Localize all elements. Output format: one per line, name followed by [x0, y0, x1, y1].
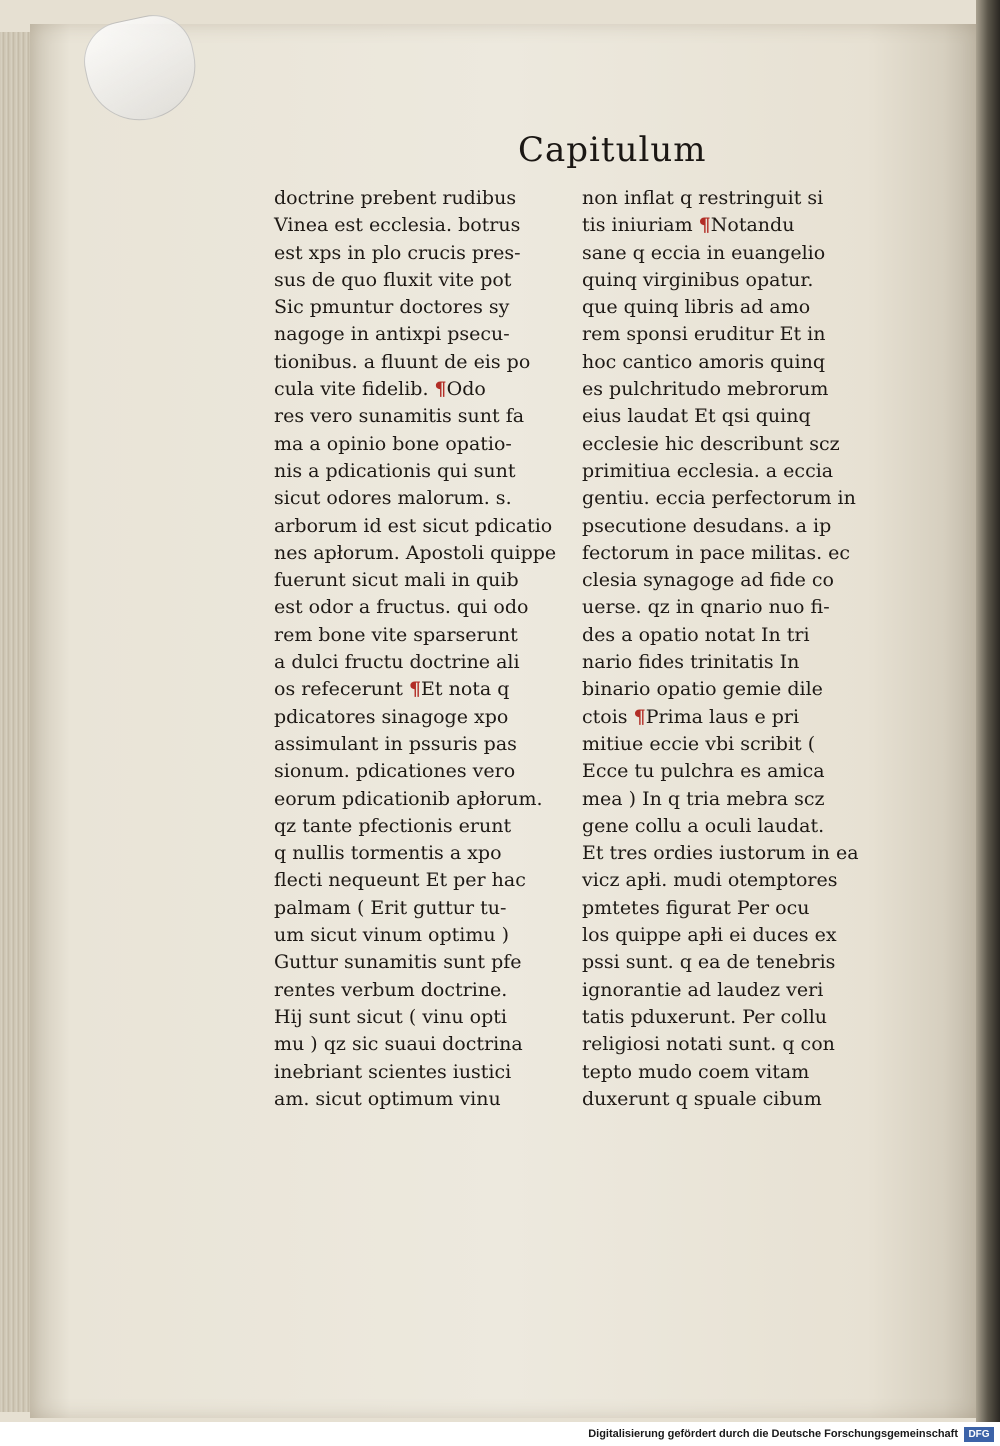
text-segment: nagoge in antixpi psecu- — [274, 323, 510, 346]
text-segment: clesia synagoge ad fide co — [582, 569, 834, 592]
text-segment: cula vite fidelib. — [274, 378, 435, 401]
text-line — [274, 649, 574, 676]
text-line — [582, 977, 880, 1004]
rubric-pilcrow: ¶ — [698, 214, 711, 237]
text-segment: Sic pmuntur doctores sy — [274, 296, 510, 319]
text-line — [274, 895, 574, 922]
text-line — [274, 867, 574, 894]
text-line — [582, 294, 880, 321]
text-segment: primitiua ecclesia. a eccia — [582, 459, 834, 482]
rubric-pilcrow: ¶ — [434, 378, 447, 401]
text-line — [274, 704, 574, 731]
text-segment: Odo — [446, 378, 486, 401]
text-segment: Ecce tu pulchra es amica — [582, 760, 825, 783]
text-line — [274, 349, 574, 376]
text-segment: hoc cantico amoris quinq — [582, 350, 826, 373]
text-line — [274, 949, 574, 976]
text-line — [274, 294, 574, 321]
text-segment: tionibus. a fluunt de eis po — [274, 350, 531, 373]
text-segment: rem sponsi eruditur Et in — [582, 323, 826, 346]
text-line — [582, 758, 880, 785]
text-line — [582, 540, 880, 567]
text-segment: nis a pdicationis qui sunt — [274, 459, 516, 482]
text-segment: doctrine prebent rudibus — [274, 187, 517, 209]
text-segment: religiosi notati sunt. q con — [582, 1033, 835, 1056]
text-line — [274, 376, 574, 403]
text-line — [274, 813, 574, 840]
text-line — [582, 922, 880, 949]
text-segment: est xps in plo crucis pres- — [274, 241, 521, 264]
text-segment: pssi sunt. q ea de tenebris — [582, 951, 836, 974]
text-line — [274, 458, 574, 485]
text-line — [274, 267, 574, 294]
text-line — [582, 485, 880, 512]
text-segment: mitiue eccie vbi scribit ( — [582, 732, 816, 755]
text-segment: arborum id est sicut pdicatio — [274, 514, 553, 537]
text-line — [582, 1086, 880, 1113]
text-segment: fuerunt sicut mali in quib — [274, 569, 519, 592]
text-line — [274, 185, 574, 212]
rubric-pilcrow: ¶ — [633, 705, 646, 728]
text-segment: psecutione desudans. a ip — [582, 514, 832, 537]
text-segment: mu ) qz sic suaui doctrina — [274, 1033, 523, 1056]
text-segment: q nullis tormentis a xpo — [274, 842, 502, 865]
text-line — [582, 185, 880, 212]
text-line — [582, 240, 880, 267]
text-line — [274, 1086, 574, 1113]
footer-credit: Digitalisierung gefördert durch die Deutsche Forschungsgemeinschaft — [588, 1428, 958, 1440]
text-line — [582, 594, 880, 621]
text-line — [274, 513, 574, 540]
text-segment: est odor a fructus. qui odo — [274, 596, 529, 619]
text-line — [582, 1031, 880, 1058]
text-segment: fectorum in pace militas. ec — [582, 541, 851, 564]
text-line — [274, 622, 574, 649]
text-segment: eius laudat Et qsi quinq — [582, 405, 811, 428]
text-line — [582, 704, 880, 731]
text-segment: non inflat q restringuit si — [582, 187, 824, 209]
text-segment: vicz apłi. mudi otemptores — [582, 869, 838, 892]
rubric-pilcrow: ¶ — [408, 678, 422, 701]
text-segment: Prima laus e pri — [645, 705, 800, 728]
text-segment: mea ) In q tria mebra scz — [582, 787, 825, 810]
text-line — [582, 1059, 880, 1086]
text-segment: Et nota q — [421, 678, 510, 701]
text-segment: Notandu — [710, 214, 795, 237]
text-segment: qz tante pfectionis erunt — [274, 814, 512, 837]
text-segment: duxerunt q spuale cibum — [582, 1087, 822, 1110]
text-segment: ignorantie ad laudez veri — [582, 978, 824, 1001]
running-head: Capitulum — [518, 130, 707, 170]
text-line — [582, 567, 880, 594]
text-segment: flecti nequeunt Et per hac — [274, 869, 526, 892]
text-line — [274, 731, 574, 758]
text-segment: palmam ( Erit guttur tu- — [274, 896, 507, 919]
text-line — [274, 1031, 574, 1058]
text-line — [274, 840, 574, 867]
text-segment: eorum pdicationib apłorum. — [274, 787, 543, 810]
text-segment: tatis pduxerunt. Per collu — [582, 1005, 828, 1028]
text-line — [582, 895, 880, 922]
text-segment: pdicatores sinagoge xpo — [274, 705, 509, 728]
text-segment: los quippe apłi ei duces ex — [582, 924, 837, 947]
text-line — [274, 403, 574, 430]
text-line — [274, 540, 574, 567]
text-line — [582, 458, 880, 485]
text-segment: binario opatio gemie dile — [582, 678, 823, 701]
text-column-right — [582, 185, 880, 1113]
text-line — [274, 240, 574, 267]
text-segment: am. sicut optimum vinu — [274, 1087, 501, 1110]
text-segment: ma a opinio bone opatio- — [274, 432, 512, 455]
text-line — [274, 977, 574, 1004]
text-segment: que quinq libris ad amo — [582, 296, 811, 319]
text-line — [582, 813, 880, 840]
dfg-logo-icon: DFG — [964, 1427, 994, 1442]
text-segment: Et tres ordies iustorum in ea — [582, 842, 859, 865]
text-segment: sus de quo fluxit vite pot — [274, 268, 512, 291]
text-segment: nes apłorum. Apostoli quippe — [274, 541, 557, 564]
text-line — [582, 622, 880, 649]
text-line — [274, 922, 574, 949]
text-segment: Guttur sunamitis sunt pfe — [274, 951, 522, 974]
text-line — [274, 567, 574, 594]
text-line — [582, 403, 880, 430]
text-segment: res vero sunamitis sunt fa — [274, 405, 525, 428]
text-line — [274, 212, 574, 239]
text-line — [582, 349, 880, 376]
text-line — [582, 376, 880, 403]
text-line — [274, 1004, 574, 1031]
text-segment: gene collu a oculi laudat. — [582, 814, 825, 837]
text-segment: nario fides trinitatis In — [582, 651, 800, 674]
text-line — [274, 786, 574, 813]
text-segment: des a opatio notat In tri — [582, 623, 810, 646]
text-line — [582, 786, 880, 813]
text-segment: quinq virginibus opatur. — [582, 268, 814, 291]
text-segment: rentes verbum doctrine. — [274, 978, 508, 1001]
text-segment: ecclesie hic describunt scz — [582, 432, 840, 455]
text-segment: tepto mudo coem vitam — [582, 1060, 810, 1083]
text-segment: es pulchritudo mebrorum — [582, 378, 829, 401]
text-segment: uerse. qz in qnario nuo fi- — [582, 596, 830, 619]
gutter-shadow — [976, 0, 1000, 1422]
text-line — [582, 267, 880, 294]
text-segment: inebriant scientes iustici — [274, 1060, 512, 1083]
text-column-left — [274, 185, 574, 1113]
text-segment: a dulci fructu doctrine ali — [274, 651, 520, 674]
text-line — [582, 867, 880, 894]
text-line — [274, 1059, 574, 1086]
text-line — [274, 676, 574, 703]
text-segment: um sicut vinum optimu ) — [274, 924, 510, 947]
text-line — [274, 758, 574, 785]
text-segment: assimulant in pssuris pas — [274, 732, 517, 755]
text-line — [582, 1004, 880, 1031]
text-segment: Vinea est ecclesia. botrus — [274, 214, 521, 237]
text-line — [582, 949, 880, 976]
text-line — [582, 731, 880, 758]
text-line — [582, 840, 880, 867]
text-segment: pmtetes figurat Per ocu — [582, 896, 810, 919]
text-line — [274, 594, 574, 621]
text-segment: os refecerunt — [274, 678, 409, 701]
text-segment: rem bone vite sparserunt — [274, 623, 518, 646]
text-line — [582, 321, 880, 348]
text-line — [582, 676, 880, 703]
text-segment: sionum. pdicationes vero — [274, 760, 516, 783]
text-segment: gentiu. eccia perfectorum in — [582, 487, 856, 510]
text-line — [582, 212, 880, 239]
text-line — [582, 649, 880, 676]
text-line — [274, 431, 574, 458]
text-line — [274, 321, 574, 348]
text-line — [582, 513, 880, 540]
text-segment: ctois — [582, 705, 634, 728]
text-line — [274, 485, 574, 512]
text-line — [582, 431, 880, 458]
text-segment: sicut odores malorum. s. — [274, 487, 512, 510]
text-segment: sane q eccia in euangelio — [582, 241, 826, 264]
text-segment: tis iniuriam — [582, 214, 699, 237]
text-segment: Hij sunt sicut ( vinu opti — [274, 1005, 507, 1028]
